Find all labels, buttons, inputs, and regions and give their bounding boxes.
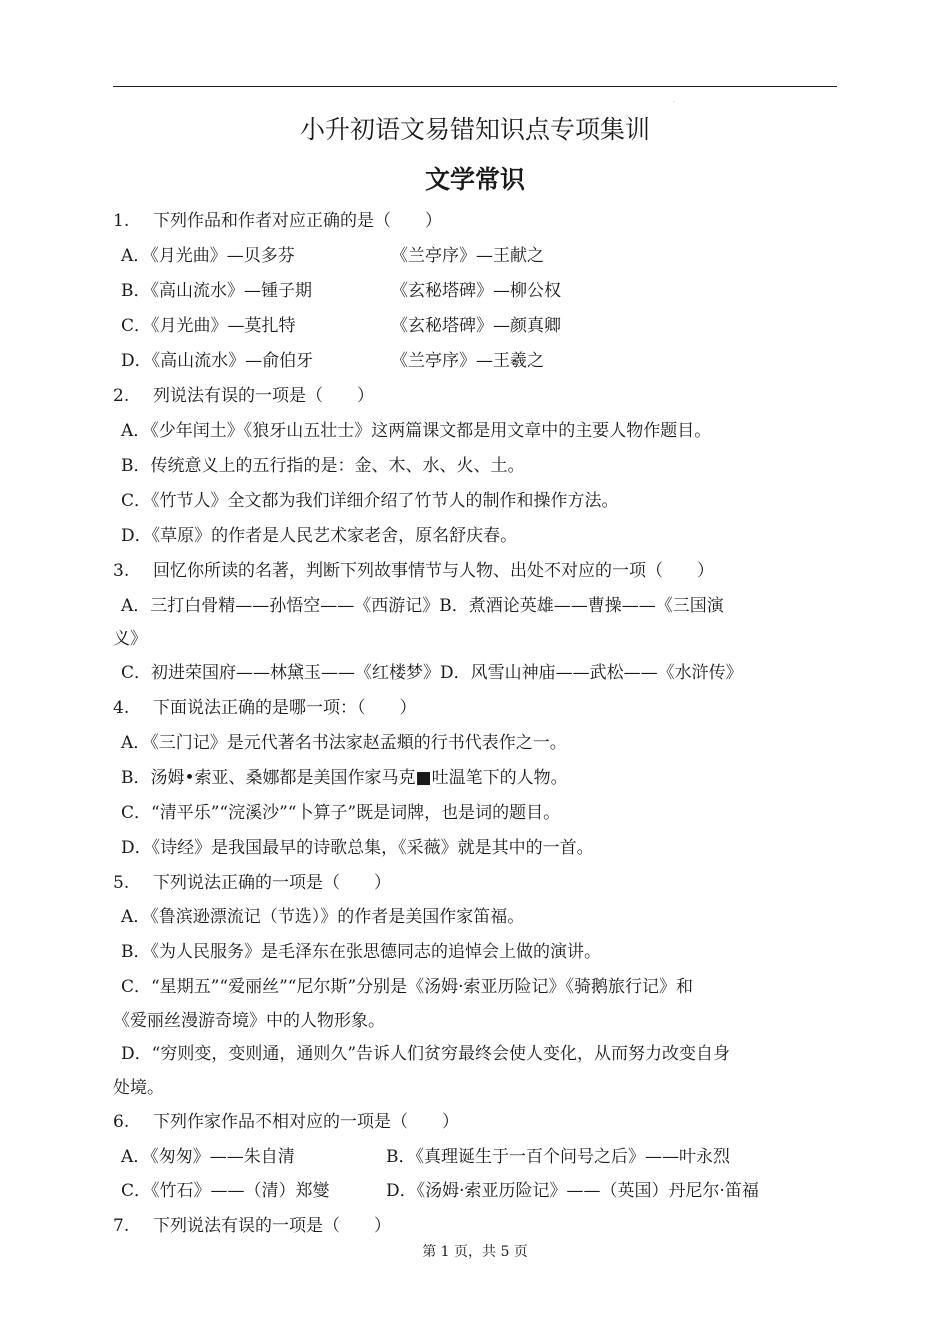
question-2: 2. 列说法有误的一项是（ ） <box>113 386 374 406</box>
option-row: A．《月光曲》—贝多芬 《兰亭序》—王献之 <box>121 246 544 266</box>
question-7: 7. 下列说法有误的一项是（ ） <box>113 1216 391 1236</box>
option-line: C．“星期五”“爱丽丝”“尼尔斯”分别是《汤姆·索亚历险记》《骑鹅旅行记》和 <box>121 977 694 997</box>
option-line: B．汤姆•索亚、桑娜都是美国作家马克■吐温笔下的人物。 <box>121 768 568 788</box>
question-1: 1. 下列作品和作者对应正确的是（ ） <box>113 211 442 231</box>
option-line: A．《三门记》是元代著名书法家赵孟頫的行书代表作之一。 <box>121 733 567 753</box>
option-line: A．《少年闰土》《狼牙山五壮士》这两篇课文都是用文章中的主要人物作题目。 <box>121 421 712 441</box>
option-row: C．《月光曲》—莫扎特 《玄秘塔碑》—颜真卿 <box>121 316 561 336</box>
option-line: D．《诗经》是我国最早的诗歌总集，《采薇》就是其中的一首。 <box>121 838 594 858</box>
section-title: 文学常识 <box>424 165 525 194</box>
option-line: C．“清平乐”“浣溪沙”“卜算子”既是词牌，也是词的题目。 <box>121 803 561 823</box>
option-row: A．《匆匆》——朱自清 B．《真理诞生于一百个问号之后》——叶永烈 <box>121 1147 730 1167</box>
option-line: D．“穷则变，变则通，通则久”告诉人们贫穷最终会使人变化，从而努力改变自身 <box>121 1044 731 1064</box>
option-row: C．《竹石》——（清）郑燮 D．《汤姆·索亚历险记》——（英国）丹尼尔·笛福 <box>121 1181 759 1201</box>
question-5: 5. 下列说法正确的一项是（ ） <box>113 873 391 893</box>
option-line: 义》 <box>113 629 147 649</box>
header-rule <box>113 86 837 87</box>
option-line: D．《草原》的作者是人民艺术家老舍，原名舒庆春。 <box>121 526 518 546</box>
option-line: 《爱丽丝漫游奇境》中的人物形象。 <box>113 1011 385 1031</box>
option-line: B．《为人民服务》是毛泽东在张思德同志的追悼会上做的演讲。 <box>121 942 601 962</box>
option-row: D．《高山流水》—俞伯牙 《兰亭序》—王羲之 <box>121 351 544 371</box>
option-line: B．传统意义上的五行指的是：金、木、水、火、土。 <box>121 456 525 476</box>
option-line: C．《竹节人》全文都为我们详细介绍了竹节人的制作和操作方法。 <box>121 491 619 511</box>
question-4: 4. 下面说法正确的是哪一项：（ ） <box>113 698 417 718</box>
page-footer: 第 1 页，共 5 页 <box>422 1244 528 1260</box>
page-title: 小升初语文易错知识点专项集训 <box>299 115 650 144</box>
option-line: A．三打白骨精——孙悟空——《西游记》B．煮酒论英雄——曹操——《三国演 <box>121 596 724 616</box>
option-line: 处境。 <box>113 1078 164 1098</box>
question-3: 3. 回忆你所读的名著，判断下列故事情节与人物、出处不对应的一项（ ） <box>113 561 714 581</box>
header-mark: · <box>673 99 675 106</box>
option-line: C．初进荣国府——林黛玉——《红楼梦》D．风雪山神庙——武松——《水浒传》 <box>121 663 743 683</box>
option-line: A．《鲁滨逊漂流记（节选）》的作者是美国作家笛福。 <box>121 907 525 927</box>
question-6: 6. 下列作家作品不相对应的一项是（ ） <box>113 1112 459 1132</box>
option-row: B．《高山流水》—锺子期 《玄秘塔碑》—柳公权 <box>121 281 561 301</box>
